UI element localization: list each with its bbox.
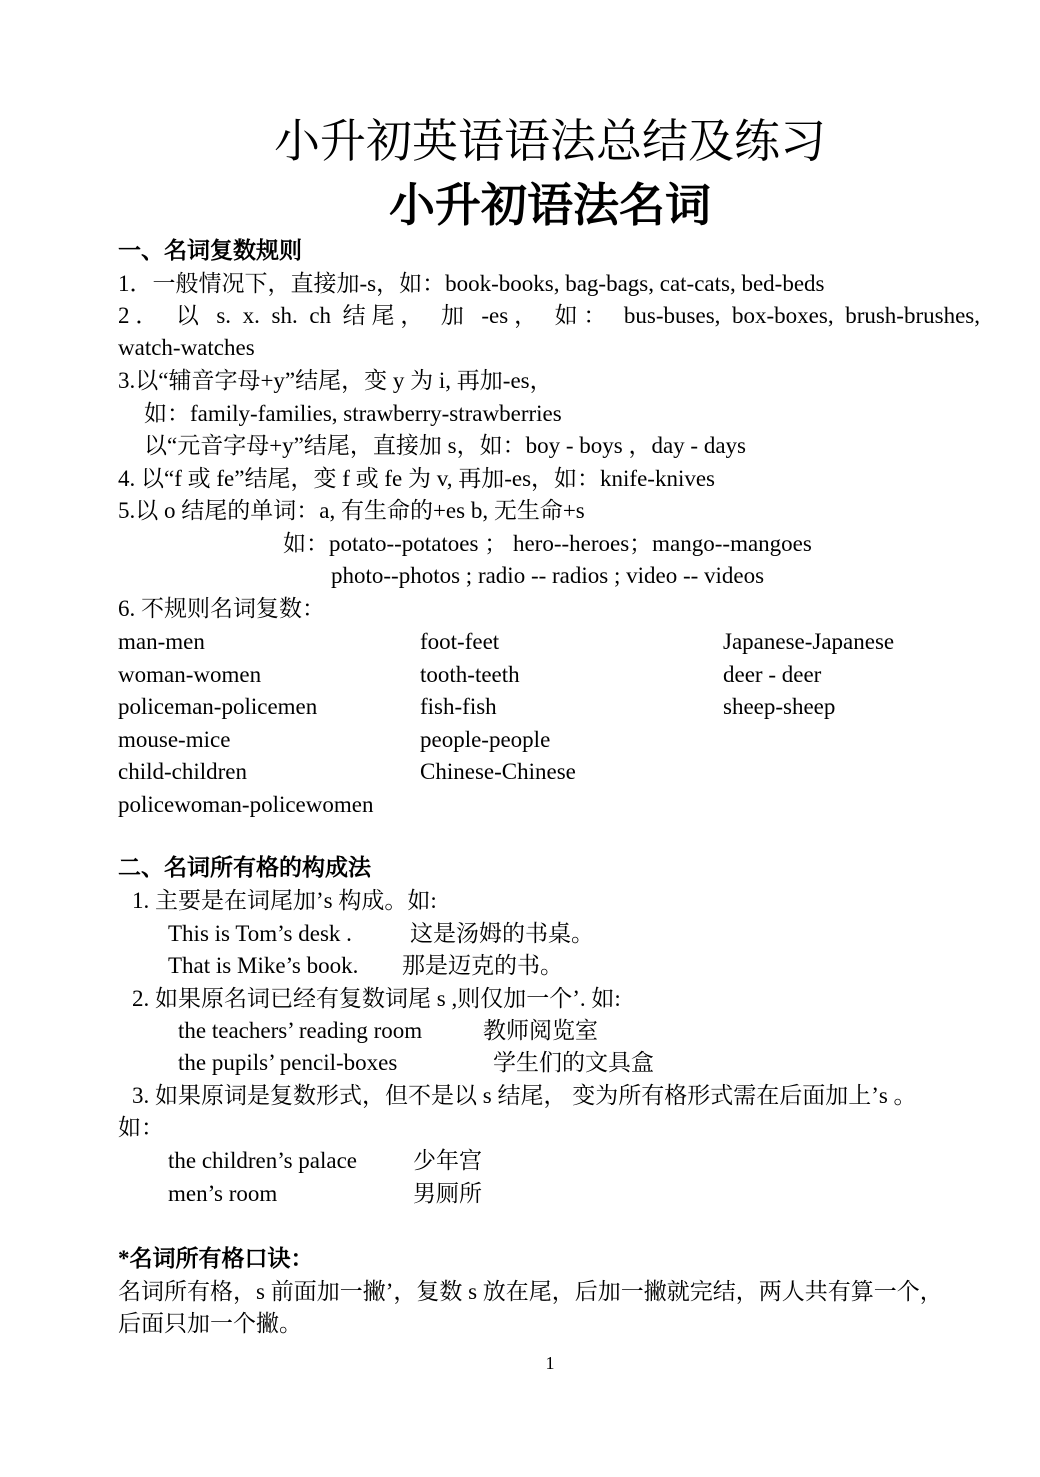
- irregular-column-2: [420, 626, 576, 789]
- page-title: 小升初英语语法总结及练习: [274, 116, 826, 167]
- rule-2-line1: 2． 以 s. x. sh. ch 结尾， 加 -es， 如： bus-buses, box-boxes, brush-brushes,: [118, 303, 980, 328]
- page-number: 1: [545, 1353, 555, 1373]
- list-item: policewoman-policewomen: [118, 791, 374, 817]
- list-item: sheep-sheep: [723, 694, 836, 719]
- possessive-rule-3-line2: 如：: [118, 1115, 164, 1140]
- possessive-rule-2: 2. 如果原名词已经有复数词尾 s ,则仅加一个’. 如:: [132, 986, 621, 1011]
- example-en: That is Mike’s book.: [168, 953, 359, 978]
- section2-heading: 二、名词所有格的构成法: [118, 855, 371, 880]
- list-item: Japanese-Japanese: [723, 629, 895, 654]
- list-item: deer - deer: [723, 661, 822, 687]
- section1-heading: 一、名词复数规则: [118, 238, 302, 263]
- example-en: men’s room: [168, 1181, 278, 1206]
- list-item: people-people: [420, 726, 551, 752]
- rule-2-line2: watch-watches: [118, 335, 255, 360]
- irregular-column-3: [723, 626, 894, 724]
- page-subtitle: 小升初语法名词: [389, 180, 711, 231]
- example-cn: 教师阅览室: [483, 1018, 598, 1043]
- rule-5-line1: 5.以 o 结尾的单词：a, 有生命的+es b, 无生命+s: [118, 498, 585, 523]
- example-en: This is Tom’s desk .: [168, 921, 352, 946]
- list-item: fish-fish: [420, 694, 497, 719]
- example-cn: 那是迈克的书。: [402, 953, 563, 978]
- list-item: child-children: [118, 759, 248, 784]
- example-en: the pupils’ pencil-boxes: [178, 1050, 398, 1075]
- rule-5-line3: photo--photos ; radio -- radios ; video -- videos: [331, 563, 765, 588]
- irregular-column-1: [118, 626, 373, 821]
- rule-5-line2: 如：potato--potatoes ； hero--heroes；mango--mangoes: [283, 531, 812, 556]
- list-item: Chinese-Chinese: [420, 759, 576, 784]
- example-cn: 男厕所: [413, 1181, 482, 1206]
- rhyme-line-2: 后面只加一个撇。: [118, 1311, 302, 1336]
- rule-4: 4. 以“f 或 fe”结尾，变 f 或 fe 为 v, 再加-es，如：knife-knives: [118, 466, 716, 491]
- list-item: man-men: [118, 629, 205, 654]
- list-item: policeman-policemen: [118, 694, 318, 719]
- rule-3-line3: 以“元音字母+y”结尾，直接加 s，如：boy - boys ，day - days: [144, 433, 746, 458]
- list-item: tooth-teeth: [420, 661, 520, 687]
- example-en: the teachers’ reading room: [178, 1018, 423, 1043]
- rule-6: 6. 不规则名词复数：: [118, 596, 325, 621]
- rule-3-line1: 3.以“辅音字母+y”结尾，变 y 为 i, 再加-es，: [118, 368, 553, 393]
- list-item: woman-women: [118, 661, 262, 687]
- possessive-rule-1: 1. 主要是在词尾加’s 构成。如:: [132, 888, 437, 913]
- rhyme-line-1: 名词所有格，s 前面加一撇’，复数 s 放在尾，后加一撇就完结，两人共有算一个，: [118, 1279, 943, 1304]
- possessive-rule-3-line1: 3. 如果原词是复数形式，但不是以 s 结尾， 变为所有格形式需在后面加上’s 。: [132, 1083, 917, 1108]
- rule-3-line2: 如：family-families, strawberry-strawberries: [144, 401, 562, 426]
- rhyme-heading: *名词所有格口诀：: [118, 1246, 314, 1271]
- rule-1: 1．一般情况下，直接加-s，如：book-books, bag-bags, cat-cats, bed-beds: [118, 271, 825, 296]
- example-en: the children’s palace: [168, 1148, 358, 1173]
- list-item: foot-feet: [420, 629, 500, 654]
- example-cn: 少年宫: [413, 1148, 482, 1173]
- list-item: mouse-mice: [118, 726, 231, 752]
- example-cn: 学生们的文具盒: [493, 1050, 654, 1075]
- example-cn: 这是汤姆的书桌。: [410, 921, 594, 946]
